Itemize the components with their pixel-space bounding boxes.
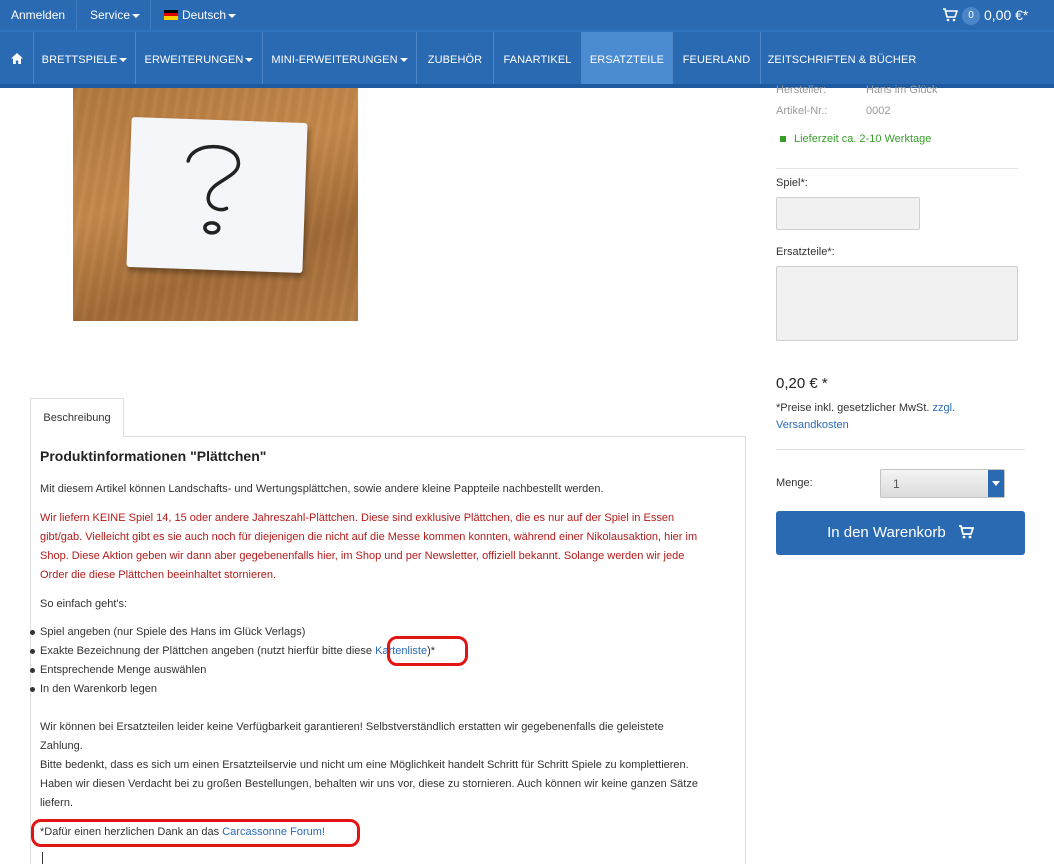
thanks-prefix: *Dafür einen herzlichen Dank an das bbox=[40, 826, 223, 838]
chevron-down-icon bbox=[400, 58, 408, 62]
chevron-down-icon bbox=[988, 470, 1004, 497]
question-mark-drawing bbox=[126, 117, 307, 273]
nav-label: BRETTSPIELE bbox=[41, 54, 118, 66]
note-line-4: Haben wir diesen Verdacht bei zu großen Bestellungen, behalten wir uns vor, diese zu stornieren. Auch können wir keine ganzen Sätze bbox=[40, 778, 698, 790]
nav-label: ZUBEHÖR bbox=[427, 54, 483, 66]
note-line-3: Bitte bedenkt, dass es sich um einen Ersatzteilservie und nicht um eine Möglichkeit handelt Schritt für Schritt Spiele zu komplettieren. bbox=[40, 759, 689, 771]
quantity-label: Menge: bbox=[776, 477, 813, 489]
cart-count-badge: 0 bbox=[962, 7, 980, 25]
chevron-down-icon bbox=[245, 58, 253, 62]
main-navigation bbox=[0, 30, 1054, 84]
nav-item-fanartikel[interactable] bbox=[494, 32, 582, 86]
chevron-down-icon bbox=[132, 14, 140, 18]
chevron-down-icon bbox=[228, 14, 236, 18]
add-to-cart-button[interactable] bbox=[776, 511, 1025, 555]
nav-label: FEUERLAND bbox=[682, 54, 751, 66]
delivery-status bbox=[780, 133, 1030, 145]
parts-label: Ersatzteile*: bbox=[776, 246, 835, 258]
chevron-down-icon bbox=[119, 58, 127, 62]
warning-line-1: Wir liefern KEINE Spiel 14, 15 oder andere Jahreszahl-Plättchen. Diese sind exklusive Plättchen, die es nur auf der Spiel in Essen bbox=[40, 512, 675, 524]
cart-icon bbox=[942, 8, 958, 22]
nav-item-brettspiele[interactable] bbox=[34, 32, 136, 86]
warning-line-4: Order die diese Plättchen beeinhaltet stornieren. bbox=[40, 569, 277, 581]
nav-label: ERWEITERUNGEN bbox=[144, 54, 244, 66]
shipping-costs-link[interactable]: Versandkosten bbox=[776, 419, 849, 431]
top-bar bbox=[0, 0, 1054, 30]
nav-item-mini-erweiterungen[interactable] bbox=[263, 32, 417, 86]
bullet-icon bbox=[30, 687, 35, 692]
list-item bbox=[40, 680, 435, 699]
article-row bbox=[776, 105, 1026, 117]
add-to-cart-label: In den Warenkorb bbox=[827, 524, 946, 541]
price: 0,20 € * bbox=[776, 375, 828, 392]
kartenliste-link[interactable]: Kartenliste bbox=[375, 645, 428, 657]
nav-item-ersatzteile[interactable] bbox=[582, 32, 673, 86]
bullet-icon bbox=[30, 649, 35, 654]
game-input[interactable] bbox=[776, 197, 920, 230]
cart-icon bbox=[958, 525, 974, 539]
highlight-annotation bbox=[387, 636, 468, 666]
nav-label: ZEITSCHRIFTEN & BÜCHER bbox=[767, 54, 917, 66]
tab-beschreibung[interactable]: Beschreibung bbox=[30, 398, 124, 437]
nav-item-zubehoer[interactable] bbox=[417, 32, 494, 86]
home-button[interactable] bbox=[0, 32, 34, 86]
german-flag-icon bbox=[164, 10, 178, 20]
divider bbox=[776, 168, 1018, 169]
parts-textarea[interactable] bbox=[776, 266, 1018, 341]
article-value: 0002 bbox=[866, 105, 891, 117]
step-text: Exakte Bezeichnung der Plättchen angeben (nutzt hierfür bitte diese bbox=[40, 645, 376, 657]
list-item bbox=[40, 623, 435, 642]
nav-item-erweiterungen[interactable] bbox=[136, 32, 263, 86]
bullet-icon bbox=[30, 668, 35, 673]
description-title: Produktinformationen "Plättchen" bbox=[40, 448, 267, 464]
step-text: Spiel angeben (nur Spiele des Hans im Glück Verlags) bbox=[40, 626, 306, 638]
shipping-link[interactable]: zzgl. bbox=[932, 402, 956, 414]
cart-total: 0,00 €* bbox=[984, 7, 1029, 23]
text-cursor bbox=[42, 852, 43, 864]
nav-item-zeitschriften[interactable] bbox=[761, 32, 923, 86]
blank-tile bbox=[126, 117, 307, 273]
manufacturer-row bbox=[776, 84, 1026, 96]
list-item bbox=[40, 661, 435, 680]
language-menu[interactable] bbox=[164, 0, 236, 30]
step-text: Entsprechende Menge auswählen bbox=[40, 664, 207, 676]
nav-label: FANARTIKEL bbox=[503, 54, 572, 66]
language-label: Deutsch bbox=[182, 8, 227, 22]
home-icon bbox=[11, 53, 23, 64]
service-label: Service bbox=[90, 8, 131, 22]
divider bbox=[76, 0, 77, 30]
note-line-5: liefern. bbox=[40, 797, 74, 809]
tax-note-text: *Preise inkl. gesetzlicher MwSt. bbox=[776, 402, 930, 414]
intro-text: Mit diesem Artikel können Landschafts- und Wertungsplättchen, sowie andere kleine Pappteile nachbestellt werden. bbox=[40, 483, 604, 495]
bullet-icon bbox=[30, 630, 35, 635]
nav-label: MINI-ERWEITERUNGEN bbox=[271, 54, 398, 66]
warning-line-2: gibt/gab. Vielleicht gibt es sie auch noch für diejenigen die nicht auf die Messe kommen konnten, während einer Nikolausaktion, hier im bbox=[40, 531, 698, 543]
step-text: In den Warenkorb legen bbox=[40, 683, 157, 695]
divider bbox=[150, 0, 151, 30]
highlight-annotation bbox=[31, 819, 360, 847]
delivery-text: Lieferzeit ca. 2-10 Werktage bbox=[794, 133, 932, 145]
game-label: Spiel*: bbox=[776, 177, 808, 189]
nav-item-feuerland[interactable] bbox=[673, 32, 761, 86]
quantity-select[interactable] bbox=[880, 469, 1005, 498]
howto-text: So einfach geht's: bbox=[40, 598, 128, 610]
cart-widget[interactable] bbox=[942, 0, 1028, 30]
quantity-value: 1 bbox=[893, 477, 900, 491]
login-link[interactable]: Anmelden bbox=[11, 8, 66, 22]
carcassonne-forum-link[interactable]: Carcassonne Forum! bbox=[222, 826, 325, 838]
step-suffix: )* bbox=[427, 645, 436, 657]
list-item bbox=[40, 642, 435, 661]
nav-label: ERSATZTEILE bbox=[589, 54, 665, 66]
manufacturer-value: Hans im Glück bbox=[866, 84, 938, 96]
manufacturer-label: Hersteller: bbox=[776, 84, 827, 96]
warning-line-3: Shop. Diese Aktion geben wir dann aber gegebenenfalls hier, im Shop und per Newsletter, offiziell bekannt. Solange werden wir jede bbox=[40, 550, 685, 562]
divider bbox=[776, 449, 1025, 450]
article-label: Artikel-Nr.: bbox=[776, 105, 828, 117]
note-line-2: Zahlung. bbox=[40, 740, 83, 752]
product-image[interactable] bbox=[73, 88, 358, 321]
tax-note bbox=[776, 400, 1026, 434]
note-line-1: Wir können bei Ersatzteilen leider keine Verfügbarkeit garantieren! Selbstverständlich erstatten wir gegebenenfalls die geleistete bbox=[40, 721, 664, 733]
service-menu[interactable] bbox=[90, 0, 140, 30]
steps-list bbox=[40, 623, 435, 699]
status-dot-icon bbox=[780, 136, 786, 142]
